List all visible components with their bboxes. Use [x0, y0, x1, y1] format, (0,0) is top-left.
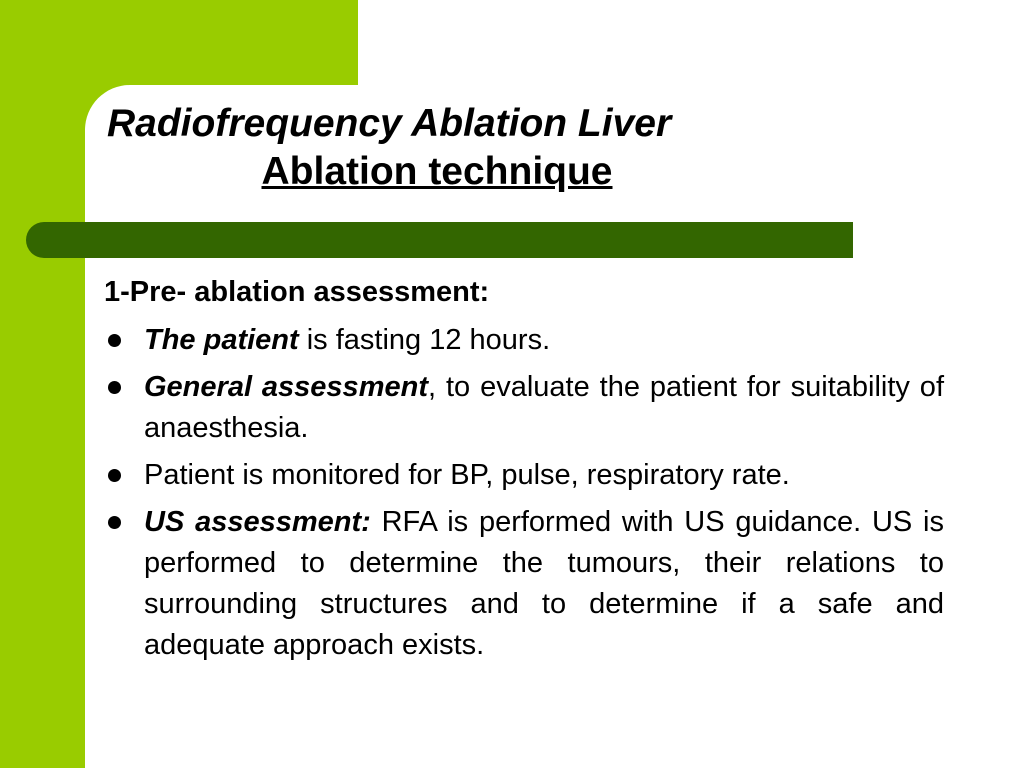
slide-content — [104, 272, 944, 672]
bullet-lead: US assessment: — [144, 506, 371, 538]
title-line-2: Ablation technique — [261, 150, 613, 193]
bullet-dot-icon — [108, 516, 121, 529]
title-line-1: Radiofrequency Ablation Liver — [107, 102, 672, 145]
bullet-item — [104, 320, 944, 361]
bullet-dot-icon — [108, 469, 121, 482]
bullet-text: Patient is monitored for BP, pulse, respiratory rate. — [144, 459, 790, 491]
bullet-lead: General assessment — [144, 371, 428, 403]
bullet-lead: The patient — [144, 324, 299, 356]
bullet-text: RFA is performed with US guidance. US is performed to determine the tumours, their relations to surrounding structures and to determine if a safe and adequate approach exists. — [144, 506, 944, 661]
bullet-text: is fasting 12 hours. — [298, 324, 551, 356]
bullet-item — [104, 502, 944, 666]
dark-green-divider-bar — [26, 222, 853, 258]
bullet-item — [104, 455, 944, 496]
bullet-dot-icon — [108, 381, 121, 394]
bullet-item — [104, 367, 944, 449]
bullet-dot-icon — [108, 334, 121, 347]
slide-title — [107, 100, 767, 196]
bullet-text: , to evaluate the patient for suitability of anaesthesia. — [144, 371, 944, 444]
section-heading: 1-Pre- ablation assessment: — [104, 276, 490, 308]
left-green-band — [0, 0, 85, 768]
top-green-block — [0, 0, 358, 85]
